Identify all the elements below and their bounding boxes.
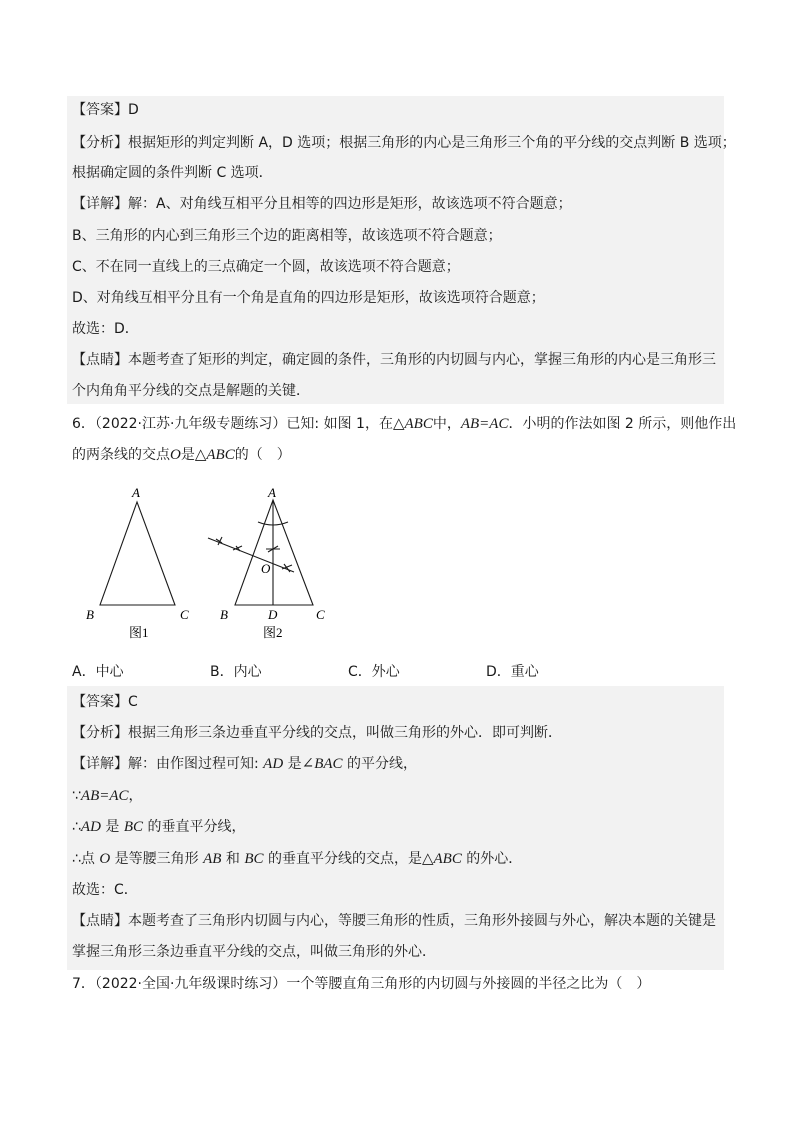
q7-stem: 7．（2022·全国·九年级课时练习）一个等腰直角三角形的内切圆与外接圆的半径之比为（ ）: [72, 976, 651, 992]
triangle-abc-fig2: [235, 500, 313, 605]
q6-analysis: 【分析】根据三角形三条边垂直平分线的交点，叫做三角形的外心．即可判断．: [72, 725, 562, 741]
q5-detail-line-2: B、三角形的内心到三角形三个边的距离相等，故该选项不符合题意；: [72, 228, 502, 244]
fig1-label-b: B: [86, 607, 94, 622]
q6-detail-line-4: ∴点 O 是等腰三角形 AB 和 BC 的垂直平分线的交点，是△ABC 的外心．: [72, 851, 523, 867]
q6-stem-line-2: 的两条线的交点O是△ABC的（ ）: [72, 447, 291, 463]
q5-choose: 故选：D．: [72, 321, 139, 337]
fig1-label-a: A: [132, 485, 140, 500]
q5-comment-line-1: 【点睛】本题考查了矩形的判定，确定圆的条件，三角形的内切圆与内心，掌握三角形的内心是三角形三: [72, 352, 716, 368]
q6-option-a: A．中心: [72, 664, 124, 680]
q6-figure: [80, 482, 330, 647]
triangle-abc-fig1: [100, 502, 175, 605]
fig1-label-c: C: [180, 607, 189, 622]
q6-option-b: B．内心: [210, 664, 262, 680]
q5-comment-line-2: 个内角角平分线的交点是解题的关键．: [72, 383, 310, 399]
q5-detail-line-4: D、对角线互相平分且有一个角是直角的四边形是矩形，故该选项符合题意；: [72, 290, 545, 306]
q6-option-d: D．重心: [486, 664, 539, 680]
figure-2: [208, 500, 313, 605]
fig2-label-d: D: [268, 607, 278, 622]
q6-stem-line-1: 6．（2022·江苏·九年级专题练习）已知: 如图 1，在△ABC中，AB=AC．小明的作法如图 2 所示，则他作出: [72, 416, 737, 432]
q5-detail-line-1: 【详解】解：A、对角线互相平分且相等的四边形是矩形，故该选项不符合题意；: [72, 196, 572, 212]
q5-answer: 【答案】D: [72, 102, 139, 118]
q6-choose: 故选：C．: [72, 882, 138, 898]
q6-detail-line-3: ∴AD 是 BC 的垂直平分线，: [72, 819, 246, 835]
fig2-caption: 图2: [263, 625, 283, 640]
fig2-label-a: A: [268, 485, 276, 500]
fig2-label-o: O: [261, 561, 271, 576]
q6-detail-line-1: 【详解】解：由作图过程可知: AD 是∠BAC 的平分线，: [72, 756, 417, 772]
q5-analysis-line-2: 根据确定圆的条件判断 C 选项．: [72, 165, 273, 181]
q6-detail-line-2: ∵AB=AC，: [72, 788, 143, 804]
q6-answer: 【答案】C: [72, 694, 138, 710]
q5-detail-line-3: C、不在同一直线上的三点确定一个圆，故该选项不符合题意；: [72, 259, 460, 275]
fig2-label-b: B: [220, 607, 228, 622]
q6-comment-line-2: 掌握三角形三条边垂直平分线的交点，叫做三角形的外心．: [72, 944, 436, 960]
q5-analysis-line-1: 【分析】根据矩形的判定判断 A，D 选项；根据三角形的内心是三角形三个角的平分线的交点判断 B 选项；: [72, 135, 736, 151]
figure-1: [100, 502, 175, 605]
fig1-caption: 图1: [129, 625, 149, 640]
fig2-label-c: C: [316, 607, 325, 622]
perpendicular-bisector: [208, 538, 294, 572]
q6-comment-line-1: 【点睛】本题考查了三角形内切圆与内心，等腰三角形的性质，三角形外接圆与外心，解决本题的关键是: [72, 913, 716, 929]
q6-option-c: C．外心: [348, 664, 400, 680]
